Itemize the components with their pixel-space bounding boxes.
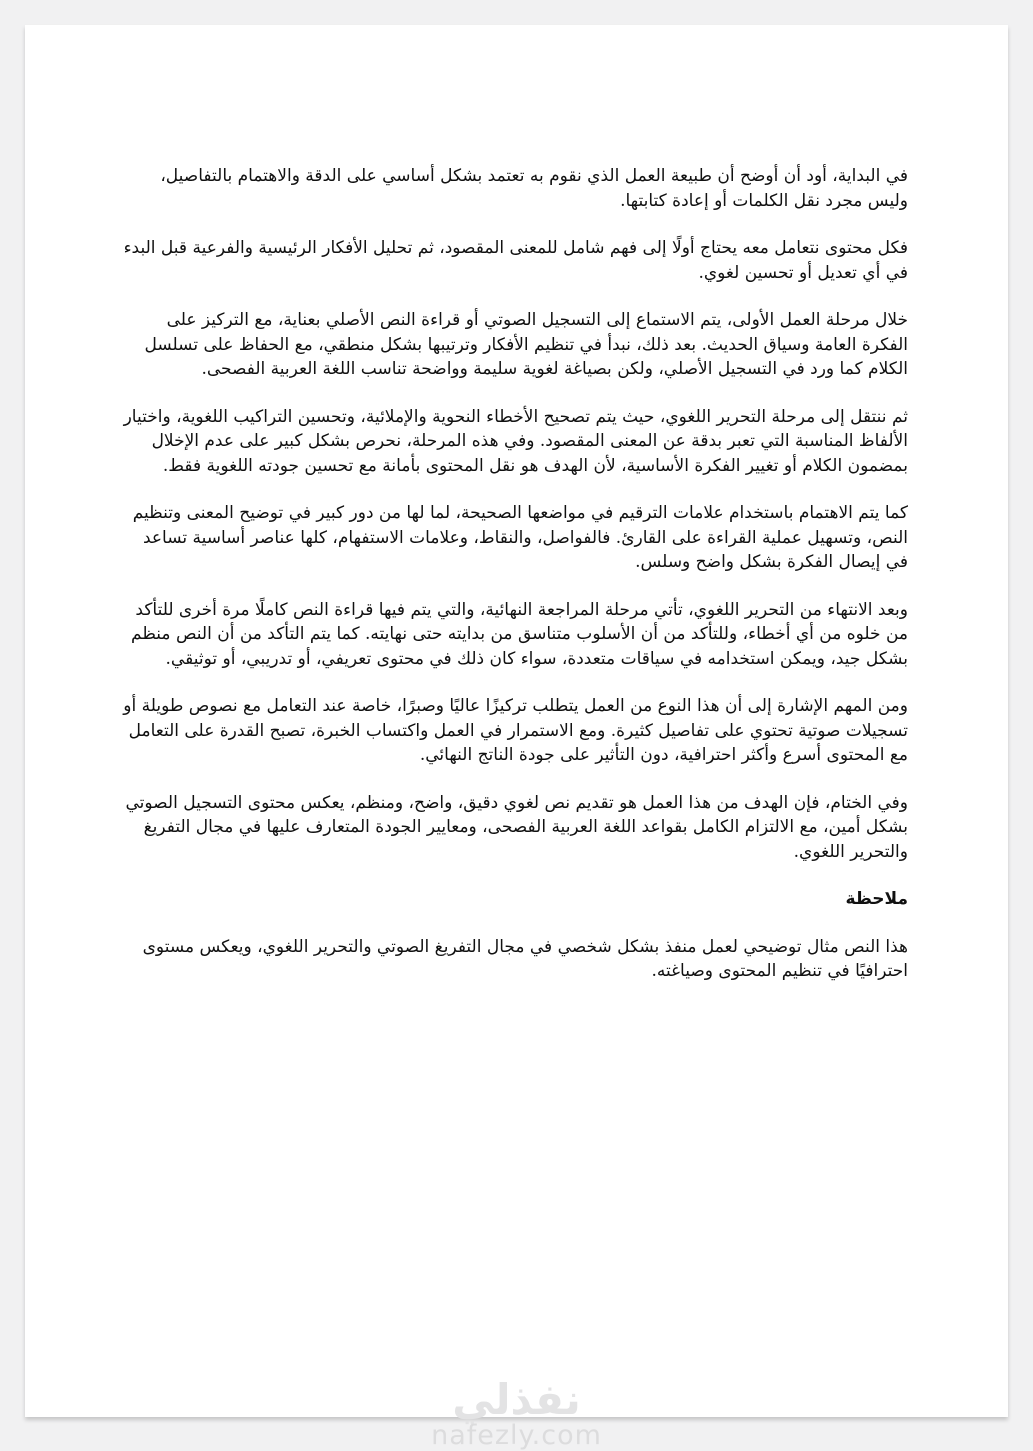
- document-page: [25, 25, 1008, 1417]
- document-text-area: [118, 164, 908, 1007]
- paragraph-intro: في البداية، أود أن أوضح أن طبيعة العمل الذي نقوم به تعتمد بشكل أساسي على الدقة والاهتمام بالتفاصيل، وليس مجرد نقل الكلمات أو إعادة كتابتها.: [160, 166, 908, 211]
- paragraph-understanding: فكل محتوى نتعامل معه يحتاج أولًا إلى فهم شامل للمعنى المقصود، ثم تحليل الأفكار الرئيسية والفرعية قبل البدء في أي تعديل أو تحسين لغوي.: [123, 238, 908, 283]
- paragraph-first-stage: خلال مرحلة العمل الأولى، يتم الاستماع إلى التسجيل الصوتي أو قراءة النص الأصلي بعناية، مع التركيز على الفكرة العامة وسياق الحديث. بعد ذلك، نبدأ في تنظيم الأفكار وترتيبها بشكل منطقي، مع الحفاظ على تسلسل الكلام كما ورد في التسجيل الأصلي، ولكن بصياغة لغوية سليمة وواضحة تناسب اللغة العربية الفصحى.: [144, 310, 908, 379]
- paragraph-final-review: وبعد الانتهاء من التحرير اللغوي، تأتي مرحلة المراجعة النهائية، والتي يتم فيها قراءة النص كاملًا مرة أخرى للتأكد من خلوه من أي أخطاء، وللتأكد من أن الأسلوب متناسق من بدايته حتى نهايته. كما يتم التأكد من أن النص منظم بشكل جيد، ويمكن استخدامه في سياقات متعددة، سواء كان ذلك في محتوى تعريفي، أو تدريبي، أو توثيقي.: [131, 599, 908, 669]
- paragraph-note: هذا النص مثال توضيحي لعمل منفذ بشكل شخصي في مجال التفريغ الصوتي والتحرير اللغوي، ويعكس مستوى احترافيًا في تنظيم المحتوى وصياغته.: [142, 936, 908, 981]
- paragraph-conclusion: وفي الختام، فإن الهدف من هذا العمل هو تقديم نص لغوي دقيق، واضح، ومنظم، يعكس محتوى التسجيل الصوتي بشكل أمين، مع الالتزام الكامل بقواعد اللغة العربية الفصحى، ومعايير الجودة المتعارف عليها في مجال التفريغ والتحرير اللغوي.: [125, 792, 908, 862]
- watermark-logo: نفذلي: [452, 1375, 581, 1424]
- paragraph-editing-stage: ثم ننتقل إلى مرحلة التحرير اللغوي، حيث يتم تصحيح الأخطاء النحوية والإملائية، وتحسين التراكيب اللغوية، واختيار الألفاظ المناسبة التي تعبر بدقة عن المعنى المقصود. وفي هذه المرحلة، نحرص بشكل كبير على عدم الإخلال بمضمون الكلام أو تغيير الفكرة الأساسية، لأن الهدف هو نقل المحتوى بأمانة مع تحسين جودته اللغوية فقط.: [123, 406, 908, 476]
- watermark-site-url: nafezly.com: [431, 1420, 602, 1451]
- note-heading: ملاحظة: [845, 889, 908, 909]
- paragraph-focus-patience: ومن المهم الإشارة إلى أن هذا النوع من العمل يتطلب تركيزًا عاليًا وصبرًا، خاصة عند التعامل مع نصوص طويلة أو تسجيلات صوتية تحتوي على تفاصيل كثيرة. ومع الاستمرار في العمل واكتساب الخبرة، تصبح القدرة على التعامل مع المحتوى أسرع وأكثر احترافية، دون التأثير على جودة الناتج النهائي.: [123, 696, 908, 765]
- paragraph-punctuation: كما يتم الاهتمام باستخدام علامات الترقيم في مواضعها الصحيحة، لما لها من دور كبير في توضيح المعنى وتنظيم النص، وتسهيل عملية القراءة على القارئ. فالفواصل، والنقاط، وعلامات الاستفهام، كلها عناصر أساسية تساعد في إيصال الفكرة بشكل واضح وسلس.: [132, 503, 908, 572]
